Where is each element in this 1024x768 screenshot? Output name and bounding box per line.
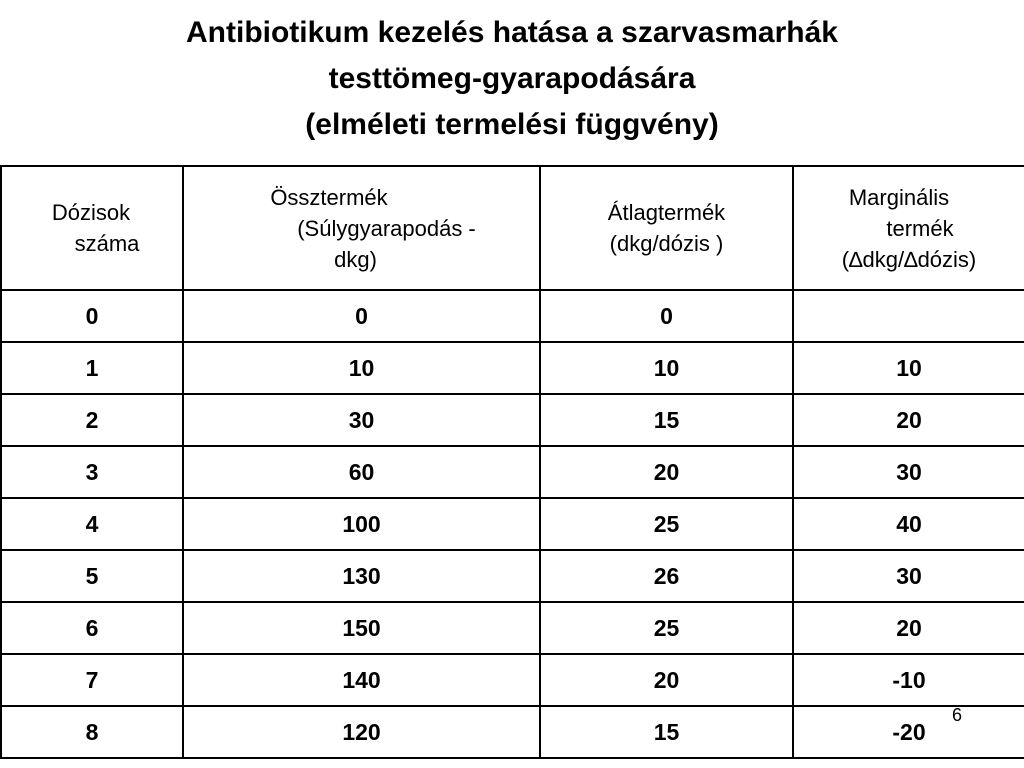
header-doses-line-1: Dózisok xyxy=(51,200,131,225)
cell-average-product: 15 xyxy=(540,394,793,446)
cell-doses: 1 xyxy=(1,342,183,394)
table-row xyxy=(1,290,1024,342)
table-row xyxy=(1,706,1024,758)
header-total-line-3: dkg) xyxy=(334,246,377,272)
cell-total-product: 130 xyxy=(183,550,540,602)
slide-title xyxy=(0,10,1024,148)
cell-average-product: 0 xyxy=(540,290,793,342)
title-line-3: (elméleti termelési függvény) xyxy=(305,108,719,141)
table-row xyxy=(1,342,1024,394)
cell-doses: 3 xyxy=(1,446,183,498)
cell-marginal-product: 10 xyxy=(793,342,1024,394)
cell-average-product: 26 xyxy=(540,550,793,602)
cell-doses: 6 xyxy=(1,602,183,654)
cell-total-product: 30 xyxy=(183,394,540,446)
cell-average-product: 20 xyxy=(540,654,793,706)
title-line-1: Antibiotikum kezelés hatása a szarvasmarhák xyxy=(186,16,838,49)
header-total-line-1: Össztermék xyxy=(270,184,388,210)
title-line-2: testtömeg-gyarapodására xyxy=(328,62,696,95)
cell-total-product: 140 xyxy=(183,654,540,706)
table-row xyxy=(1,394,1024,446)
header-average-line-2: (dkg/dózis ) xyxy=(609,231,724,256)
header-doses-line-2: száma xyxy=(74,231,140,256)
header-marginal-line-3: (∆dkg/∆dózis) xyxy=(841,246,977,272)
cell-average-product: 25 xyxy=(540,602,793,654)
header-average-line-1: Átlagtermék xyxy=(607,200,726,225)
cell-marginal-product: 30 xyxy=(793,446,1024,498)
header-average-product xyxy=(540,166,793,290)
header-marginal-line-2: termék xyxy=(886,215,954,241)
cell-doses: 7 xyxy=(1,654,183,706)
table-row xyxy=(1,654,1024,706)
header-total-line-2: (Súlygyarapodás - xyxy=(297,215,476,241)
cell-total-product: 10 xyxy=(183,342,540,394)
table-row xyxy=(1,446,1024,498)
cell-average-product: 15 xyxy=(540,706,793,758)
cell-doses: 0 xyxy=(1,290,183,342)
cell-marginal-product: 20 xyxy=(793,602,1024,654)
cell-total-product: 60 xyxy=(183,446,540,498)
cell-marginal-product xyxy=(793,290,1024,342)
production-table xyxy=(0,165,1024,759)
cell-marginal-product: -10 xyxy=(793,654,1024,706)
cell-average-product: 25 xyxy=(540,498,793,550)
header-doses xyxy=(1,166,183,290)
cell-average-product: 10 xyxy=(540,342,793,394)
table-row xyxy=(1,550,1024,602)
table-row xyxy=(1,602,1024,654)
table-row xyxy=(1,498,1024,550)
cell-marginal-product: 40 xyxy=(793,498,1024,550)
header-marginal-line-1: Marginális xyxy=(848,184,950,210)
cell-doses: 5 xyxy=(1,550,183,602)
cell-doses: 8 xyxy=(1,706,183,758)
cell-total-product: 100 xyxy=(183,498,540,550)
cell-average-product: 20 xyxy=(540,446,793,498)
cell-total-product: 150 xyxy=(183,602,540,654)
cell-marginal-product: -20 xyxy=(793,706,1024,758)
header-total-product xyxy=(183,166,540,290)
cell-doses: 2 xyxy=(1,394,183,446)
cell-marginal-product: 20 xyxy=(793,394,1024,446)
table-header-row xyxy=(1,166,1024,290)
cell-total-product: 0 xyxy=(183,290,540,342)
page-number: 6 xyxy=(951,705,962,725)
header-marginal-product xyxy=(793,166,1024,290)
cell-total-product: 120 xyxy=(183,706,540,758)
cell-doses: 4 xyxy=(1,498,183,550)
cell-marginal-product: 30 xyxy=(793,550,1024,602)
